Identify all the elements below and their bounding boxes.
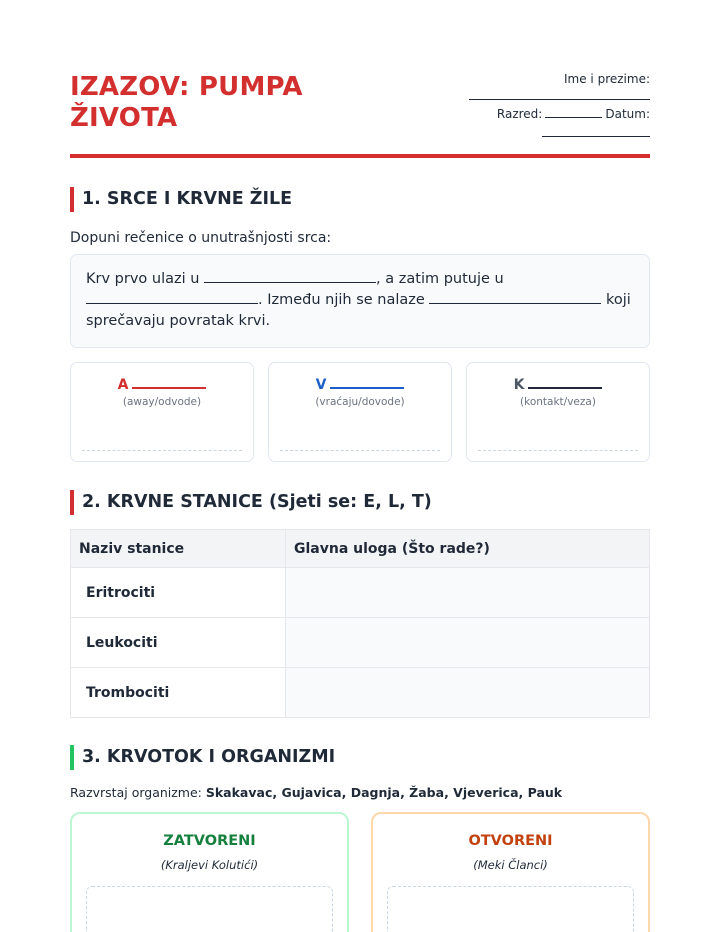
instruction-prefix: Razvrstaj organizme: — [70, 785, 206, 800]
class-label: Razred: — [496, 107, 543, 121]
date-label: Datum: — [605, 107, 650, 121]
drop-area[interactable] — [387, 886, 634, 932]
box-title: ZATVORENI — [163, 833, 256, 849]
blank-2[interactable] — [86, 290, 258, 304]
card-answer-line[interactable] — [82, 450, 242, 451]
box-subtitle: (Kraljevi Kolutići) — [160, 858, 259, 872]
sentence-part-1: Krv prvo ulazi u — [86, 271, 205, 287]
section-3-heading: 3. KRVOTOK I ORGANIZMI — [70, 745, 650, 770]
organism-list: Skakavac, Gujavica, Dagnja, Žaba, Vjeverica, Pauk — [205, 785, 563, 800]
section-1-instruction: Dopuni rečenice o unutrašnjosti srca: — [70, 230, 332, 246]
card-hint: (kontakt/veza) — [520, 396, 596, 408]
card-letter-blank[interactable] — [132, 377, 206, 389]
vessel-card-k — [466, 362, 650, 462]
card-letter-blank[interactable] — [330, 377, 404, 389]
cell-answer[interactable] — [286, 668, 650, 718]
cell-name: Leukociti — [71, 618, 286, 668]
card-letter: K — [513, 377, 525, 393]
vessel-cards — [70, 362, 650, 462]
date-field[interactable] — [542, 136, 650, 137]
card-answer-line[interactable] — [280, 450, 440, 451]
table-header-row — [71, 530, 650, 568]
box-subtitle: (Meki Članci) — [473, 858, 548, 872]
blank-1[interactable] — [204, 269, 376, 283]
name-label: Ime i prezime: — [564, 72, 650, 86]
class-date-row — [497, 106, 650, 122]
section-1-heading: 1. SRCE I KRVNE ŽILE — [70, 187, 650, 212]
blood-cells-table — [70, 529, 650, 718]
sentence-part-3: . Između njih se nalaze — [258, 292, 430, 308]
page-title: IZAZOV: PUMPA ŽIVOTA — [70, 72, 303, 133]
table-row — [71, 618, 650, 668]
name-field[interactable] — [469, 99, 650, 100]
cell-answer[interactable] — [286, 568, 650, 618]
section-3-instruction — [70, 784, 650, 802]
worksheet-header — [70, 72, 650, 158]
vessel-card-v — [268, 362, 452, 462]
worksheet-page — [70, 0, 650, 932]
card-letter-blank[interactable] — [528, 377, 602, 389]
column-header: Glavna uloga (Što rade?) — [286, 530, 650, 568]
cell-name: Trombociti — [71, 668, 286, 718]
closed-circulation-box — [70, 812, 349, 932]
card-letter-line — [269, 377, 451, 393]
cell-answer[interactable] — [286, 618, 650, 668]
table-row — [71, 568, 650, 618]
column-header: Naziv stanice — [71, 530, 286, 568]
card-answer-line[interactable] — [478, 450, 638, 451]
card-letter: A — [117, 377, 129, 393]
card-hint: (away/odvode) — [122, 396, 202, 408]
class-field[interactable] — [545, 107, 602, 118]
card-letter: V — [315, 377, 327, 393]
fill-in-sentences — [70, 254, 650, 348]
cell-name: Eritrociti — [71, 568, 286, 618]
card-hint: (vraćaju/dovode) — [315, 396, 405, 408]
table-row — [71, 668, 650, 718]
card-letter-line — [71, 377, 253, 393]
student-info — [450, 72, 650, 121]
drop-area[interactable] — [86, 886, 333, 932]
card-letter-line — [467, 377, 649, 393]
open-circulation-box — [371, 812, 650, 932]
vessel-card-a — [70, 362, 254, 462]
blank-3[interactable] — [429, 290, 601, 304]
sentence-part-2: , a zatim putuje u — [376, 271, 504, 287]
box-title: OTVORENI — [468, 833, 553, 849]
sentence-part-4: koji sprečavaju povratak krvi. — [86, 292, 631, 329]
section-2-heading: 2. KRVNE STANICE (Sjeti se: E, L, T) — [70, 490, 650, 515]
